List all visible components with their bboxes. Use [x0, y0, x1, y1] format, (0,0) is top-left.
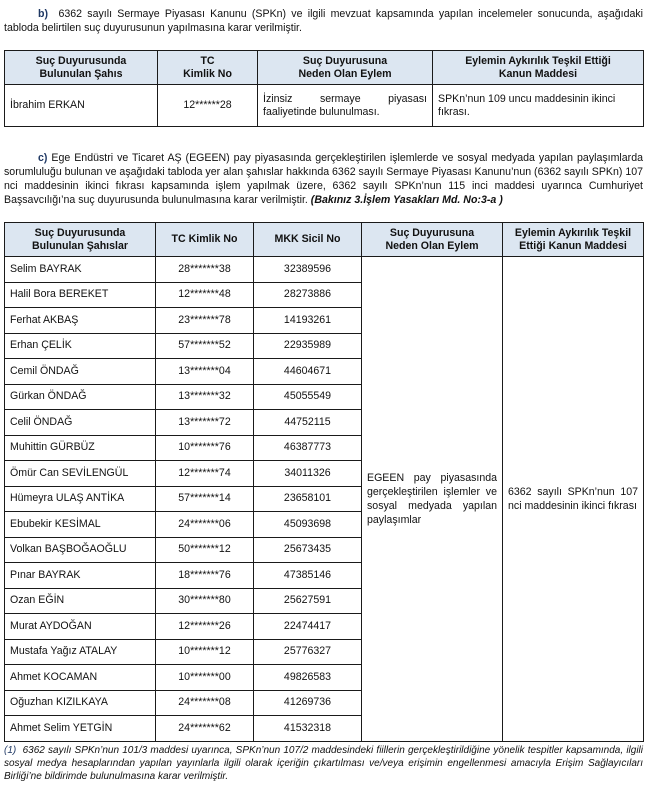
section-c-reference: (Bakınız 3.İşlem Yasakları Md. No:3-a )	[310, 194, 503, 206]
mkk-registry-no: 34011326	[254, 461, 362, 487]
criminal-complaint-table-c	[4, 222, 644, 742]
footnote-label: (1)	[4, 745, 17, 756]
tc-id: 13*******32	[156, 384, 254, 410]
header-mkk-registry: MKK Sicil No	[254, 223, 362, 257]
table-header-row	[5, 223, 644, 257]
person-name: Cemil ÖNDAĞ	[5, 359, 156, 385]
header-persons: Suç Duyurusunda Bulunulan Şahıslar	[5, 223, 156, 257]
section-b-text: 6362 sayılı Sermaye Piyasası Kanunu (SPKn) ve ilgili mevzuat kapsamında yapılan incelemeler sonucunda, aşağıdaki tabloda belirtilen suç duyurusunun yapılmasına karar verilmiştir.	[4, 8, 643, 34]
action-description: İzinsiz sermaye piyasası faaliyetinde bulunulması.	[258, 85, 433, 127]
mkk-registry-no: 44752115	[254, 410, 362, 436]
mkk-registry-no: 49826583	[254, 665, 362, 691]
footnote-text: 6362 sayılı SPKn’nun 101/3 maddesi uyarınca, SPKn’nun 107/2 maddesindeki fiillerin gerçekleştirildiğine yönelik tespitler kapsamında, ilgili sosyal medya hesaplarından yapılan yayınlarla ilgili olarak içeriğin çıkartılması ve/veya erişimin engellenmesi amacıyla Erişim Sağlayıcıları Birliği’ne bildirimde bulunulmasına karar verilmiştir.	[4, 745, 643, 782]
mkk-registry-no: 45093698	[254, 512, 362, 538]
person-name: Mustafa Yağız ATALAY	[5, 639, 156, 665]
person-name: Pınar BAYRAK	[5, 563, 156, 589]
mkk-registry-no: 23658101	[254, 486, 362, 512]
person-name: Ömür Can SEVİLENGÜL	[5, 461, 156, 487]
tc-id: 30*******80	[156, 588, 254, 614]
header-tc-id: TC Kimlik No	[156, 223, 254, 257]
tc-id: 10*******12	[156, 639, 254, 665]
shared-action-description: EGEEN pay piyasasında gerçekleştirilen işlemler ve sosyal medyada yapılan paylaşımlar	[362, 257, 503, 742]
header-action: Suç Duyurusuna Neden Olan Eylem	[258, 51, 433, 85]
person-name: Ebubekir KESİMAL	[5, 512, 156, 538]
tc-id: 12*******26	[156, 614, 254, 640]
person-name: Celil ÖNDAĞ	[5, 410, 156, 436]
person-name: Ferhat AKBAŞ	[5, 308, 156, 334]
mkk-registry-no: 25627591	[254, 588, 362, 614]
tc-id: 12******28	[158, 85, 258, 127]
law-article: SPKn’nun 109 uncu maddesinin ikinci fıkrası.	[433, 85, 644, 127]
mkk-registry-no: 45055549	[254, 384, 362, 410]
mkk-registry-no: 28273886	[254, 282, 362, 308]
mkk-registry-no: 41532318	[254, 716, 362, 742]
tc-id: 23*******78	[156, 308, 254, 334]
person-name: Selim BAYRAK	[5, 257, 156, 283]
table-header-row	[5, 51, 644, 85]
mkk-registry-no: 25776327	[254, 639, 362, 665]
tc-id: 13*******72	[156, 410, 254, 436]
tc-id: 10*******00	[156, 665, 254, 691]
section-c-paragraph	[4, 151, 643, 207]
person-name: Volkan BAŞBOĞAOĞLU	[5, 537, 156, 563]
header-tc-id: TC Kimlik No	[158, 51, 258, 85]
tc-id: 57*******52	[156, 333, 254, 359]
mkk-registry-no: 46387773	[254, 435, 362, 461]
mkk-registry-no: 41269736	[254, 690, 362, 716]
mkk-registry-no: 47385146	[254, 563, 362, 589]
mkk-registry-no: 22935989	[254, 333, 362, 359]
table-row	[5, 257, 644, 283]
tc-id: 12*******74	[156, 461, 254, 487]
person-name: Muhittin GÜRBÜZ	[5, 435, 156, 461]
person-name: İbrahim ERKAN	[5, 85, 158, 127]
person-name: Ozan EĞİN	[5, 588, 156, 614]
person-name: Gürkan ÖNDAĞ	[5, 384, 156, 410]
header-law-article: Eylemin Aykırılık Teşkil Ettiği Kanun Maddesi	[503, 223, 644, 257]
tc-id: 50*******12	[156, 537, 254, 563]
shared-law-article: 6362 sayılı SPKn’nun 107 nci maddesinin ikinci fıkrası	[503, 257, 644, 742]
mkk-registry-no: 44604671	[254, 359, 362, 385]
mkk-registry-no: 22474417	[254, 614, 362, 640]
mkk-registry-no: 32389596	[254, 257, 362, 283]
tc-id: 18*******76	[156, 563, 254, 589]
person-name: Murat AYDOĞAN	[5, 614, 156, 640]
person-name: Erhan ÇELİK	[5, 333, 156, 359]
tc-id: 57*******14	[156, 486, 254, 512]
person-name: Ahmet Selim YETGİN	[5, 716, 156, 742]
tc-id: 24*******06	[156, 512, 254, 538]
footnote	[4, 744, 643, 783]
header-law-article: Eylemin Aykırılık Teşkil Ettiği Kanun Maddesi	[433, 51, 644, 85]
mkk-registry-no: 14193261	[254, 308, 362, 334]
section-c-label: c)	[38, 152, 48, 164]
tc-id: 13*******04	[156, 359, 254, 385]
mkk-registry-no: 25673435	[254, 537, 362, 563]
section-c-text: Ege Endüstri ve Ticaret AŞ (EGEEN) pay piyasasında gerçekleştirilen işlemlerde ve sosyal medyada yapılan paylaşımlarda sorumluluğu bulunan ve aşağıdaki tabloda yer alan şahıslar hakkında 6362 sayılı Sermaye Piyasası Kanunu’nun (6362 sayılı SPKn) 107 nci maddesinin ikinci fıkrası kapsamında işlem yapılmak üzere, 6362 sayılı SPKn’nun 115 inci maddesi uyarınca Cumhuriyet Başsavcılığı’na suç duyurusunda bulunulmasına karar verilmiştir.	[4, 152, 643, 206]
tc-id: 28*******38	[156, 257, 254, 283]
tc-id: 24*******08	[156, 690, 254, 716]
table-row	[5, 85, 644, 127]
tc-id: 24*******62	[156, 716, 254, 742]
person-name: Ahmet KOCAMAN	[5, 665, 156, 691]
tc-id: 12*******48	[156, 282, 254, 308]
tc-id: 10*******76	[156, 435, 254, 461]
person-name: Hümeyra ULAŞ ANTİKA	[5, 486, 156, 512]
header-action: Suç Duyurusuna Neden Olan Eylem	[362, 223, 503, 257]
criminal-complaint-table-b	[4, 50, 644, 127]
section-b-paragraph	[4, 7, 643, 35]
person-name: Oğuzhan KIZILKAYA	[5, 690, 156, 716]
person-name: Halil Bora BEREKET	[5, 282, 156, 308]
section-b-label: b)	[38, 8, 48, 20]
header-person: Suç Duyurusunda Bulunulan Şahıs	[5, 51, 158, 85]
